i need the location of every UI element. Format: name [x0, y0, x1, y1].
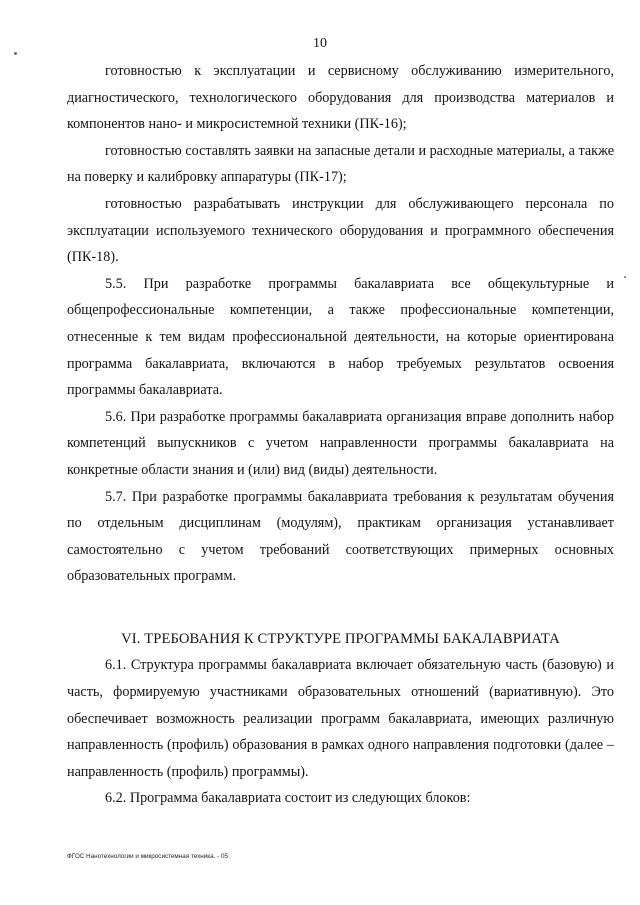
- paragraph-6-2: 6.2. Программа бакалавриата состоит из следующих блоков:: [105, 790, 471, 807]
- scan-speck: [624, 276, 626, 278]
- paragraph-pk16: готовностью к эксплуатации и сервисному обслуживанию измерительного, диагностического, технологического оборудования для производства материалов и компонентов нано- и микросистемной техники (ПК-16);: [67, 63, 614, 133]
- footer-note: ФГОС Нанотехнологии и микросистемная техника. - 05: [67, 853, 228, 860]
- section-heading: VI. ТРЕБОВАНИЯ К СТРУКТУРЕ ПРОГРАММЫ БАКАЛАВРИАТА: [121, 630, 560, 647]
- paragraph-5-6: 5.6. При разработке программы бакалавриата организация вправе дополнить набор компетенций выпускников с учетом направленности программы бакалавриата на конкретные области знания и (или) вид (виды) деятельности.: [67, 408, 614, 478]
- scan-speck: [14, 52, 17, 55]
- paragraph-5-7: 5.7. При разработке программы бакалавриата требования к результатам обучения по отдельным дисциплинам (модулям), практикам организация устанавливает самостоятельно с учетом требований соответствующих примерных основных образовательных программ.: [67, 488, 614, 585]
- paragraph-6-1: 6.1. Структура программы бакалавриата включает обязательную часть (базовую) и часть, формируемую участниками образовательных отношений (вариативную). Это обеспечивает возможность реализации программ бакалавриата, имеющих различную направленность (профиль) образования в рамках одного направления подготовки (далее – направленность (профиль) программы).: [67, 657, 614, 780]
- paragraph-5-5: 5.5. При разработке программы бакалавриата все общекультурные и общепрофессиональные компетенции, а также профессиональные компетенции, отнесенные к тем видам профессиональной деятельности, на которые ориентирована программа бакалавриата, включаются в набор требуемых результатов освоения программы бакалавриата.: [67, 275, 614, 399]
- body-text: [67, 58, 614, 812]
- page-number: 10: [313, 36, 327, 51]
- paragraph-pk18: готовностью разрабатывать инструкции для обслуживающего персонала по эксплуатации используемого технического оборудования и программного обеспечения (ПК-18).: [67, 195, 614, 266]
- paragraph-pk17: готовностью составлять заявки на запасные детали и расходные материалы, а также на поверку и калибровку аппаратуры (ПК-17);: [67, 142, 614, 186]
